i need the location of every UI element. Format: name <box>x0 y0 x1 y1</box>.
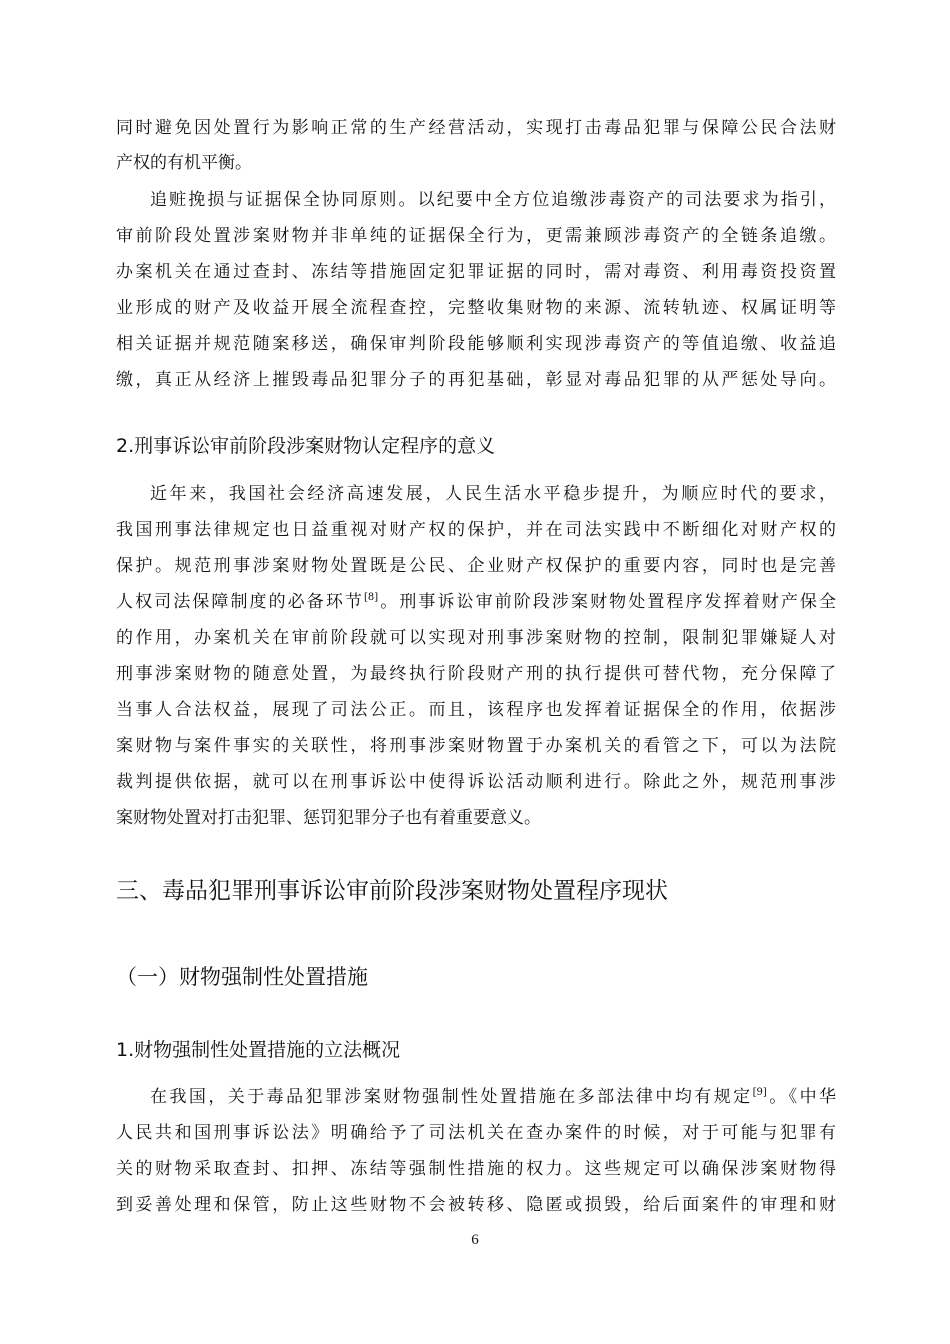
paragraph-line: 裁判提供依据，就可以在刑事诉讼中使得诉讼活动顺利进行。除此之外，规范刑事涉 <box>116 772 836 792</box>
section-heading: 1.财物强制性处置措施的立法概况 <box>116 1039 401 1061</box>
paragraph-line: 保护。规范刑事涉案财物处置既是公民、企业财产权保护的重要内容，同时也是完善 <box>116 556 836 576</box>
paragraph-line: 刑事涉案财物的随意处置，为最终执行阶段财产刑的执行提供可替代物，充分保障了 <box>116 664 836 684</box>
paragraph-line: 缴，真正从经济上摧毁毒品犯罪分子的再犯基础，彰显对毒品犯罪的从严惩处导向。 <box>116 370 836 390</box>
paragraph-line: 近年来，我国社会经济高速发展，人民生活水平稳步提升，为顺应时代的要求， <box>150 484 836 504</box>
text-segment: 在我国，关于毒品犯罪涉案财物强制性处置措施在多部法律中均有规定 <box>150 1087 753 1107</box>
text-segment: 。刑事诉讼审前阶段涉案财物处置程序发挥着财产保全 <box>378 592 837 612</box>
paragraph-line: 关的财物采取查封、扣押、冻结等强制性措施的权力。这些规定可以确保涉案财物得 <box>116 1159 836 1179</box>
paragraph-line: 业形成的财产及收益开展全流程查控，完整收集财物的来源、流转轨迹、权属证明等 <box>116 298 836 318</box>
paragraph-line-with-citation <box>150 1087 836 1107</box>
paragraph-line: 案财物与案件事实的关联性，将刑事涉案财物置于办案机关的看管之下，可以为法院 <box>116 736 836 756</box>
text-segment: 人权司法保障制度的必备环节 <box>116 592 364 612</box>
paragraph-line: 办案机关在通过查封、冻结等措施固定犯罪证据的同时，需对毒资、利用毒资投资置 <box>116 262 836 282</box>
paragraph-line: 的作用，办案机关在审前阶段就可以实现对刑事涉案财物的控制，限制犯罪嫌疑人对 <box>116 628 836 648</box>
chapter-heading: 三、毒品犯罪刑事诉讼审前阶段涉案财物处置程序现状 <box>116 878 668 904</box>
paragraph-line-with-citation <box>116 592 836 612</box>
text-segment: 。《中华 <box>766 1087 837 1107</box>
paragraph-line: 案财物处置对打击犯罪、惩罚犯罪分子也有着重要意义。 <box>116 808 541 828</box>
paragraph-line: 同时避免因处置行为影响正常的生产经营活动，实现打击毒品犯罪与保障公民合法财 <box>116 118 836 138</box>
paragraph-line: 相关证据并规范随案移送，确保审判阶段能够顺利实现涉毒资产的等值追缴、收益追 <box>116 334 836 354</box>
section-heading: 2.刑事诉讼审前阶段涉案财物认定程序的意义 <box>116 435 496 457</box>
paragraph-line: 追赃挽损与证据保全协同原则。以纪要中全方位追缴涉毒资产的司法要求为指引， <box>150 190 836 210</box>
paragraph-line: 我国刑事法律规定也日益重视对财产权的保护，并在司法实践中不断细化对财产权的 <box>116 520 836 540</box>
citation-ref: [8] <box>364 592 379 603</box>
paragraph-line: 到妥善处理和保管，防止这些财物不会被转移、隐匿或损毁，给后面案件的审理和财 <box>116 1195 836 1215</box>
page-number: 6 <box>471 1232 479 1248</box>
citation-ref: [9] <box>752 1087 767 1098</box>
paragraph-line: 人民共和国刑事诉讼法》明确给予了司法机关在查办案件的时候，对于可能与犯罪有 <box>116 1123 836 1143</box>
paragraph-line: 审前阶段处置涉案财物并非单纯的证据保全行为，更需兼顾涉毒资产的全链条追缴。 <box>116 226 836 246</box>
paragraph-line: 当事人合法权益，展现了司法公正。而且，该程序也发挥着证据保全的作用，依据涉 <box>116 700 836 720</box>
paragraph-line: 产权的有机平衡。 <box>116 153 252 173</box>
subsection-heading: （一）财物强制性处置措施 <box>116 965 368 989</box>
